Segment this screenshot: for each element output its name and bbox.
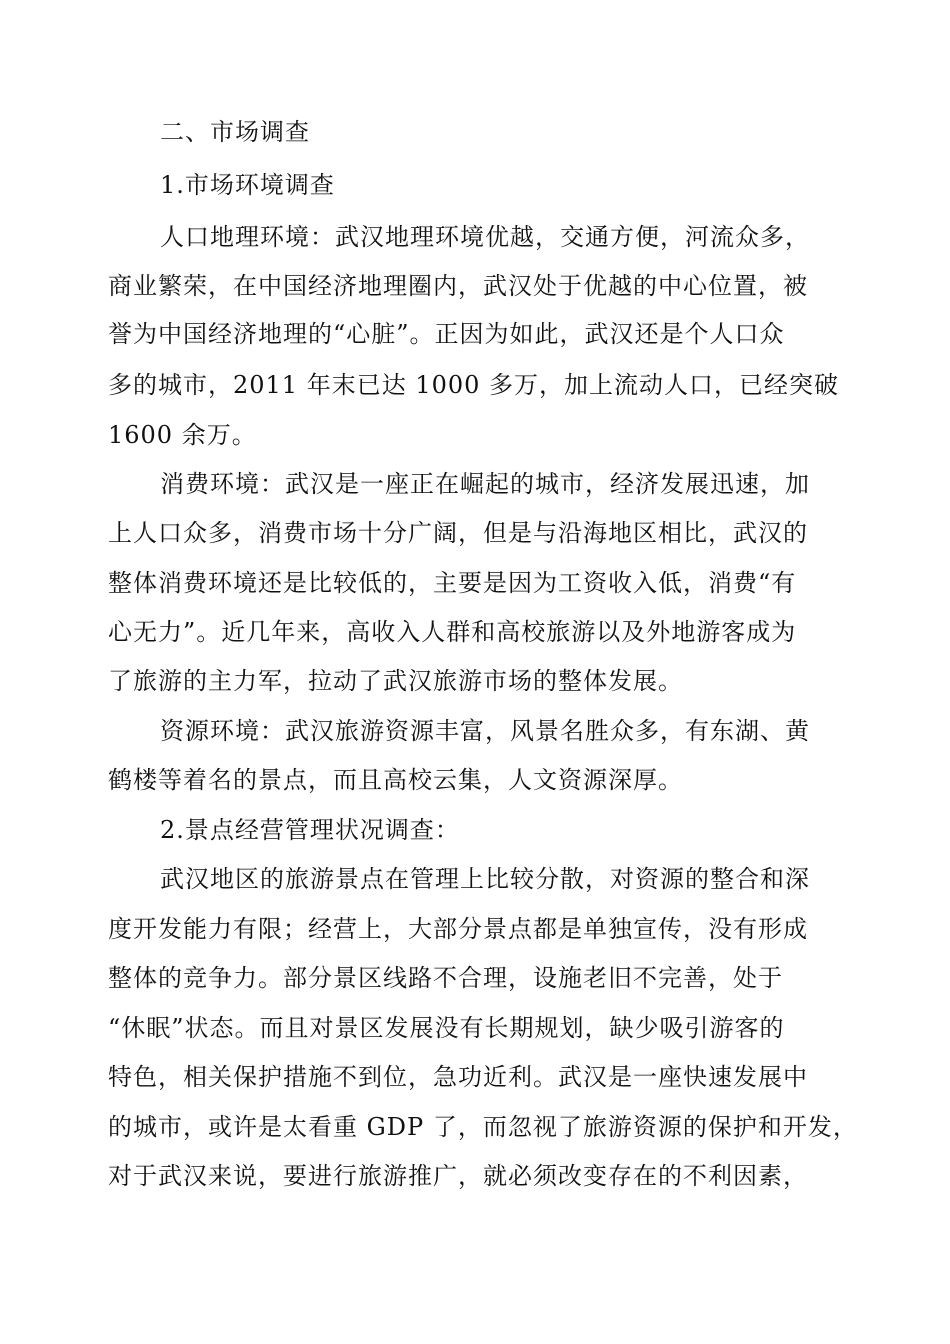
paragraph-line: 消费环境：武汉是一座正在崛起的城市，经济发展迅速，加: [160, 470, 810, 498]
paragraph-line: 特色，相关保护措施不到位，急功近利。武汉是一座快速发展中: [108, 1063, 808, 1091]
paragraph-line: 的城市，或许是太看重 GDP 了，而忽视了旅游资源的保护和开发，: [108, 1113, 858, 1141]
paragraph-line: 武汉地区的旅游景点在管理上比较分散，对资源的整合和深: [160, 865, 810, 893]
paragraph-line: 1600 余万。: [108, 421, 257, 449]
paragraph-line: “休眠”状态。而且对景区发展没有长期规划，缺少吸引游客的: [108, 1014, 785, 1042]
subsection-heading: 1.市场环境调查: [160, 171, 335, 199]
paragraph-line: 多的城市，2011 年末已达 1000 多万，加上流动人口，已经突破: [108, 371, 840, 399]
paragraph-line: 人口地理环境：武汉地理环境优越，交通方便，河流众多，: [160, 223, 810, 251]
section-heading: 二、市场调查: [160, 118, 310, 146]
paragraph-line: 鹤楼等着名的景点，而且高校云集，人文资源深厚。: [108, 766, 683, 794]
paragraph-line: 度开发能力有限；经营上，大部分景点都是单独宣传，没有形成: [108, 915, 808, 943]
paragraph-line: 整体消费环境还是比较低的，主要是因为工资收入低，消费“有: [108, 569, 797, 597]
paragraph-line: 心无力”。近几年来，高收入人群和高校旅游以及外地游客成为: [108, 618, 797, 646]
subsection-heading: 2.景点经营管理状况调查：: [160, 816, 460, 844]
paragraph-line: 整体的竞争力。部分景区线路不合理，设施老旧不完善，处于: [108, 964, 783, 992]
paragraph-line: 商业繁荣，在中国经济地理圈内，武汉处于优越的中心位置，被: [108, 272, 808, 300]
paragraph-line: 对于武汉来说，要进行旅游推广，就必须改变存在的不利因素，: [108, 1162, 808, 1190]
paragraph-line: 了旅游的主力军，拉动了武汉旅游市场的整体发展。: [108, 667, 683, 695]
paragraph-line: 上人口众多，消费市场十分广阔，但是与沿海地区相比，武汉的: [108, 519, 808, 547]
paragraph-line: 资源环境：武汉旅游资源丰富，风景名胜众多，有东湖、黄: [160, 717, 810, 745]
paragraph-line: 誉为中国经济地理的“心脏”。正因为如此，武汉还是个人口众: [108, 320, 785, 348]
